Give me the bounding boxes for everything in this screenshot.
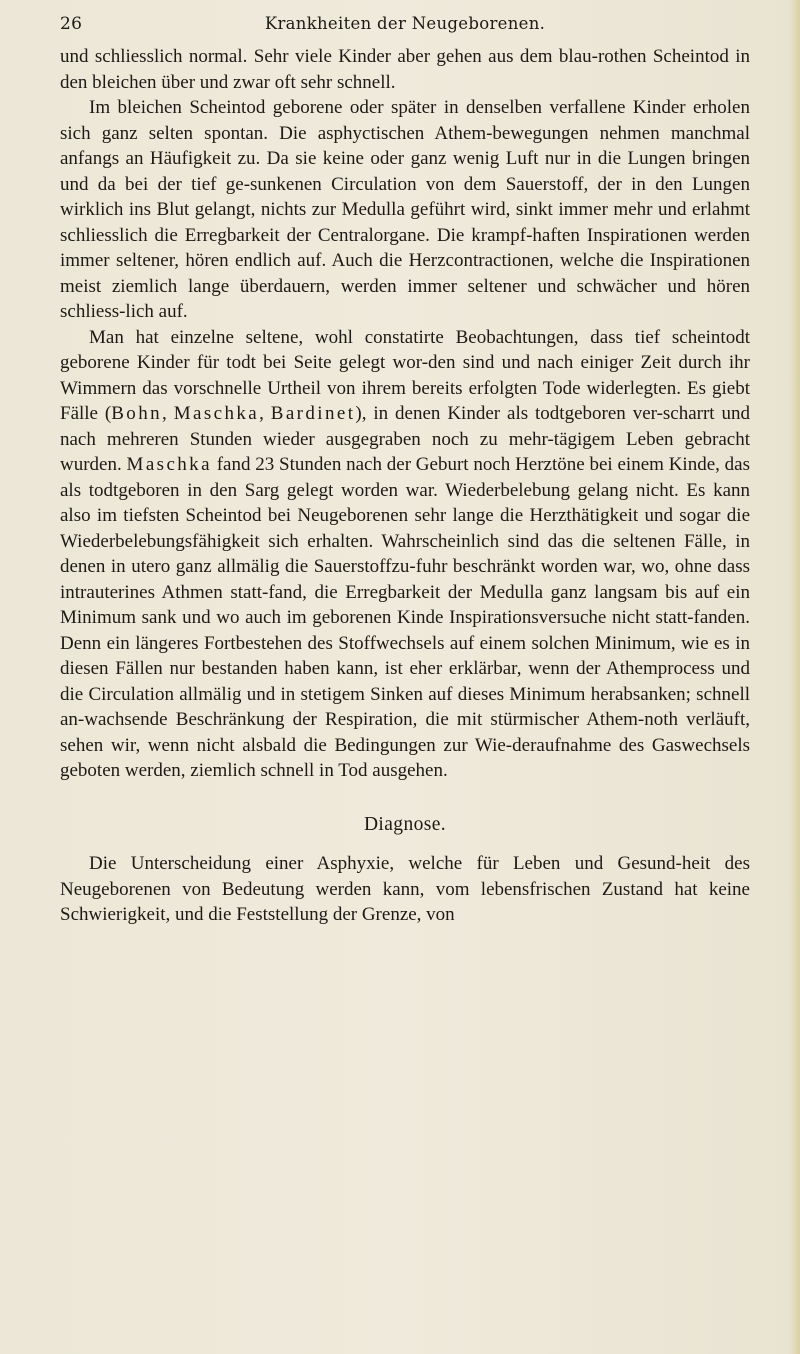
paragraph-1: und schliesslich normal. Sehr viele Kinder aber gehen aus dem blau-rothen Scheintod in den bleichen über und zwar oft sehr schnell. — [60, 46, 750, 93]
body-text — [60, 44, 750, 928]
section-heading-diagnose: Diagnose. — [363, 813, 447, 835]
author-name-bohn: Bohn — [111, 403, 163, 424]
paragraph-3-text-a: Man hat einzelne seltene, wohl constatirte Beobachtungen, dass tief scheintodt geborene Kinder für todt bei Seite gelegt wor-den sind und nach einiger Zeit durch ihr Wimmern das vorschnelle Urtheil von ihrem bereits erfolgten Tode widerlegten. Es giebt Fälle ( — [60, 326, 750, 424]
separator: , — [259, 403, 271, 424]
paragraph-3 — [60, 325, 750, 784]
page-edge-shadow — [786, 0, 800, 1354]
author-name-maschka: Maschka — [173, 403, 260, 424]
paragraph-4: Die Unterscheidung einer Asphyxie, welche für Leben und Gesund-heit des Neugeborenen von Bedeutung werden kann, vom lebensfrischen Zustand hat keine Schwierigkeit, und die Feststellung der Grenze, von — [60, 853, 750, 925]
running-title: Krankheiten der Neugeborenen. — [264, 14, 546, 33]
author-name-maschka-2: Maschka — [126, 454, 212, 475]
paragraph-3-text-b: ), in denen Kinder als todtgeboren ver-scharrt und nach mehreren Stunden wieder ausgegraben noch zu mehr-tägigem Leben gebracht wurden. — [60, 403, 751, 475]
author-name-bardinet: Bardinet — [270, 403, 356, 424]
paragraph-2: Im bleichen Scheintod geborene oder später in denselben verfallene Kinder erholen sich ganz selten spontan. Die asphyctischen Athem-bewegungen nehmen manchmal anfangs an Häufigkeit zu. Da sie keine oder ganz wenig Luft nur in die Lungen bringen und da bei der tief ge-sunkenen Circulation von dem Sauerstoff, der in den Lungen wirklich ins Blut gelangt, nichts zur Medulla geführt wird, sinkt immer mehr und erlahmt schliesslich die Erregbarkeit der Centralorgane. Die krampf-haften Inspirationen werden immer seltener, hören endlich auf. Auch die Herzcontractionen, welche die Inspirationen meist ziemlich lange überdauern, werden immer seltener und schwächer und hören schliess-lich auf. — [60, 97, 750, 322]
paragraph-3-text-c: fand 23 Stunden nach der Geburt noch Herztöne bei einem Kinde, das als todtgeboren in den Sarg gelegt worden war. Wiederbelebung gelang nicht. Es kann also im tiefsten Scheintod bei Neugeborenen sehr lange die Herzthätigkeit und sogar die Wiederbelebungsfähigkeit sich erhalten. Wahrscheinlich sind das die seltenen Fälle, in denen in utero ganz allmälig die Sauerstoffzu-fuhr beschränkt worden war, wo, ohne dass intrauterines Athmen statt-fand, die Erregbarkeit der Medulla ganz langsam bis auf ein Minimum sank und wo auch im geborenen Kinde Inspirationsversuche nicht statt-fanden. Denn ein längeres Fortbestehen des Stoffwechsels auf einem solchen Minimum, wie es in diesen Fällen nur bestanden haben kann, ist eher erklärbar, wenn der Athemprocess und die Circulation allmälig und in stetigem Sinken auf dieses Minimum herabsanken; schnell an-wachsende Beschränkung der Respiration, die mit stürmischer Athem-noth verläuft, sehen wir, wenn nicht alsbald die Bedingungen zur Wie-deraufnahme des Gaswechsels geboten werden, ziemlich schnell in Tod ausgehen. — [60, 454, 751, 781]
page-number: 26 — [60, 14, 83, 34]
separator: , — [162, 403, 174, 424]
running-head — [60, 14, 750, 38]
